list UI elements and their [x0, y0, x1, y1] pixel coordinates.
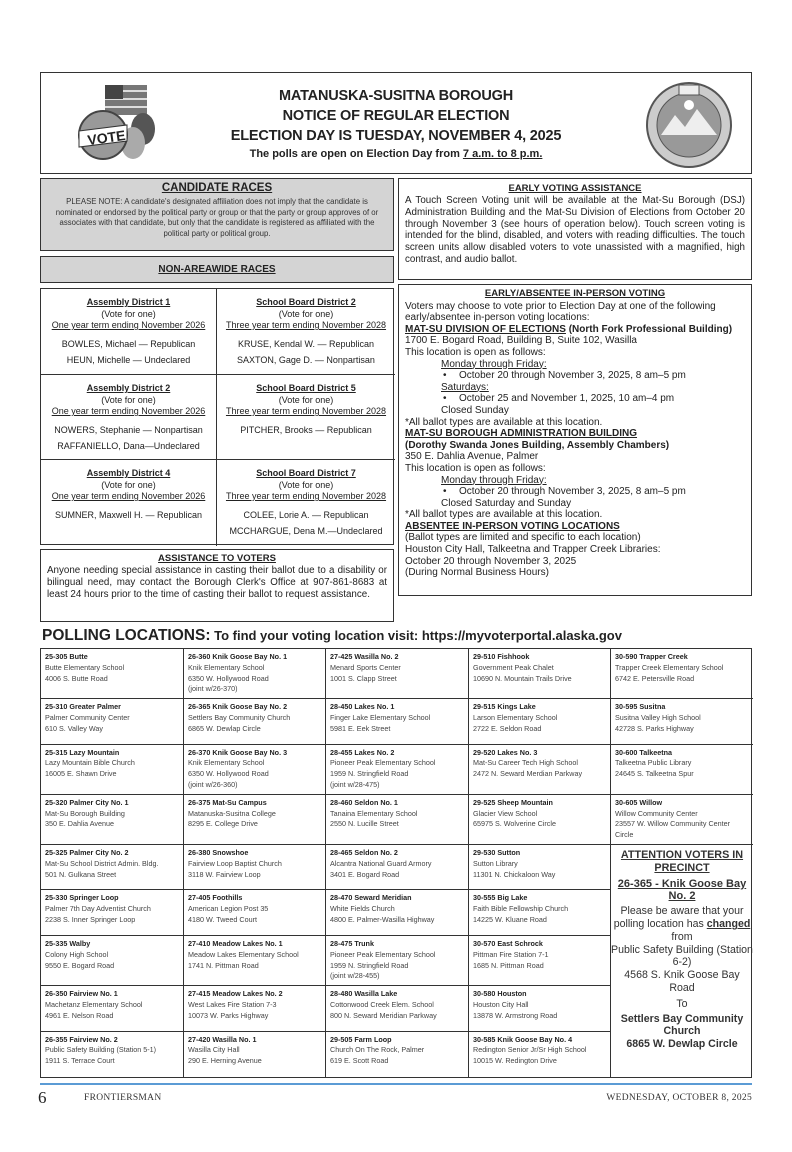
location-line: Larson Elementary School — [473, 712, 558, 722]
location-line: (joint w/26-360) — [188, 780, 238, 790]
precinct-name: 26-350 Fairview No. 1 — [45, 989, 118, 999]
loc1-saturday-hours: • October 25 and November 1, 2025, 10 am–4 pm — [405, 393, 745, 405]
attention-new-address: 6865 W. Dewlap Circle — [626, 1038, 738, 1051]
location-line: 1959 N. Stringfield Road — [330, 960, 409, 970]
location-line: Mat-Su Career Tech High School — [473, 758, 578, 768]
polling-location-cell — [184, 649, 326, 699]
race-name: School Board District 5 — [256, 383, 356, 393]
polling-location-cell — [41, 986, 184, 1031]
precinct-name: 26-355 Fairview No. 2 — [45, 1034, 118, 1044]
precinct-name: 28-465 Seldon No. 2 — [330, 848, 398, 857]
race-vote-for: (Vote for one) — [278, 479, 334, 490]
precinct-name: 25-305 Butte — [45, 652, 88, 661]
early-voting-assistance-title: EARLY VOTING ASSISTANCE — [508, 183, 642, 194]
loc2-all-ballots: *All ballot types are available at this location. — [405, 509, 603, 521]
location-line: American Legion Post 35 — [188, 904, 269, 914]
loc1-heading — [405, 324, 745, 336]
precinct-name: 28-455 Lakes No. 2 — [330, 747, 395, 757]
attention-precinct: 26-365 - Knik Goose Bay No. 2 — [617, 877, 747, 903]
location-line: Meadow Lakes Elementary School — [188, 949, 299, 959]
absentee-locations: Houston City Hall, Talkeetna and Trapper Creek Libraries: — [405, 544, 661, 556]
loc1-address: 1700 E. Bogard Road, Building B, Suite 102, Wasilla — [405, 335, 637, 347]
location-line: 290 E. Herning Avenue — [188, 1056, 262, 1066]
polling-location-cell — [184, 1032, 326, 1077]
location-line: Settlers Bay Community Church — [188, 712, 291, 722]
location-line: (joint w/28-455) — [330, 971, 380, 981]
early-voting-assistance-panel — [398, 178, 752, 280]
location-line: 8295 E. College Drive — [188, 819, 258, 829]
location-line: 4006 S. Butte Road — [45, 673, 108, 683]
location-line: Tanaina Elementary School — [330, 808, 418, 818]
precinct-name: 27-420 Wasilla No. 1 — [188, 1034, 257, 1044]
early-absentee-title: EARLY/ABSENTEE IN-PERSON VOTING — [484, 288, 666, 299]
location-line: 501 N. Gulkana Street — [45, 869, 117, 879]
polling-location-cell — [469, 795, 611, 845]
location-line: Susitna Valley High School — [615, 712, 701, 722]
location-line: 1685 N. Pittman Road — [473, 960, 544, 970]
race-name: Assembly District 2 — [86, 383, 171, 393]
race-vote-for: (Vote for one) — [101, 394, 156, 405]
location-line: (joint w/28-475) — [330, 780, 380, 790]
location-line: Faith Bible Fellowship Church — [473, 904, 569, 914]
attention-old-address: 4568 S. Knik Goose Bay Road — [624, 969, 740, 994]
location-line: 1959 N. Stringfield Road — [330, 769, 409, 779]
location-line: Finger Lake Elementary School — [330, 712, 431, 722]
precinct-name: 30-580 Houston — [473, 989, 527, 999]
candidate-races-title: CANDIDATE RACES — [161, 182, 273, 194]
polling-location-cell — [41, 890, 184, 935]
loc2-weekdays-label: Monday through Friday: — [441, 474, 547, 486]
race-term: Three year term ending November 2028 — [225, 491, 387, 501]
location-line: Mat-Su Borough Building — [45, 808, 125, 818]
precinct-name: 28-470 Seward Meridian — [330, 893, 412, 903]
location-line: Machetanz Elementary School — [45, 999, 143, 1009]
precinct-name: 30-595 Susitna — [615, 702, 666, 712]
location-line: Knik Elementary School — [188, 758, 265, 768]
attention-voters-notice — [611, 845, 753, 1077]
location-line: Menard Sports Center — [330, 662, 401, 672]
location-line: West Lakes Fire Station 7-3 — [188, 999, 277, 1009]
loc1-open: This location is open as follows: — [405, 346, 546, 358]
loc1-all-ballots: *All ballot types are available at this location. — [405, 416, 603, 428]
race-cell — [41, 375, 217, 460]
location-line: 350 E. Dahlia Avenue — [45, 819, 114, 829]
attention-old-location: Public Safety Building (Station 6-2) — [611, 943, 753, 969]
location-line: 10073 W. Parks Highway — [188, 1010, 269, 1020]
precinct-name: 25-335 Walby — [45, 938, 91, 948]
location-line: 24645 S. Talkeetna Spur — [615, 769, 694, 779]
polling-location-cell — [184, 699, 326, 744]
candidate-name: COLEE, Lorie A. — Republican — [243, 509, 369, 520]
precinct-name: 30-555 Big Lake — [473, 893, 528, 903]
race-term: One year term ending November 2026 — [51, 491, 206, 501]
location-line: Butte Elementary School — [45, 662, 125, 672]
polling-location-cell — [41, 699, 184, 744]
race-vote-for: (Vote for one) — [278, 308, 334, 319]
race-cell — [217, 460, 395, 546]
race-cell — [217, 289, 395, 375]
location-line: Willow Community Center — [615, 808, 698, 818]
precinct-name: 27-415 Meadow Lakes No. 2 — [188, 989, 283, 999]
non-areawide-title: NON-AREAWIDE RACES — [158, 264, 276, 275]
precinct-name: 26-380 Snowshoe — [188, 848, 249, 857]
race-name: School Board District 2 — [256, 297, 356, 307]
race-name: School Board District 7 — [256, 468, 356, 478]
polling-location-cell — [326, 890, 469, 935]
location-line: Lazy Mountain Bible Church — [45, 758, 135, 768]
polling-location-cell — [469, 745, 611, 795]
polls-prefix: The polls are open on Election Day from — [249, 148, 463, 160]
polling-subtitle: To find your voting location visit: https://myvoterportal.alaska.gov — [210, 628, 622, 643]
svg-text:VOTE: VOTE — [86, 126, 127, 149]
precinct-name: 25-325 Palmer City No. 2 — [45, 848, 129, 857]
polling-location-cell — [469, 890, 611, 935]
location-line: 11301 N. Chickaloon Way — [473, 869, 556, 879]
location-line: 6865 W. Dewlap Circle — [188, 723, 261, 733]
location-line: Pioneer Peak Elementary School — [330, 758, 436, 768]
borough-seal-icon — [645, 81, 733, 169]
candidate-races-panel — [40, 178, 394, 251]
precinct-name: 27-425 Wasilla No. 2 — [330, 652, 399, 661]
location-line: Palmer Community Center — [45, 712, 130, 722]
location-line: Fairview Loop Baptist Church — [188, 858, 282, 868]
polling-location-cell — [326, 649, 469, 699]
location-line: 4180 W. Tweed Court — [188, 915, 257, 925]
location-line: Sutton Library — [473, 858, 518, 868]
early-absentee-panel — [398, 284, 752, 596]
page-number: 6 — [38, 1088, 47, 1107]
location-line: 10690 N. Mountain Trails Drive — [473, 673, 572, 683]
polling-location-cell — [326, 699, 469, 744]
location-line: 23557 W. Willow Community Center Circle — [615, 819, 731, 840]
precinct-name: 26-360 Knik Goose Bay No. 1 — [188, 652, 288, 661]
location-line: 2472 N. Seward Merdian Parkway — [473, 769, 583, 779]
location-line: Church On The Rock, Palmer — [330, 1045, 425, 1055]
location-line: 4961 E. Nelson Road — [45, 1010, 114, 1020]
candidate-name: RAFFANIELLO, Dana—Undeclared — [57, 440, 200, 451]
polling-location-cell — [469, 936, 611, 986]
location-line: Knik Elementary School — [188, 662, 265, 672]
polling-location-cell — [326, 986, 469, 1031]
precinct-name: 25-320 Palmer City No. 1 — [45, 797, 129, 807]
early-voting-assistance-body: A Touch Screen Voting unit will be available at the Mat-Su Borough (DSJ) Administration Building and the Mat-Su Division of Elections from October 20 through November 3 (see hours of operation below). Touch screen voting is intended for the blind, disabled, and voters with reading difficulties. The touch screen units allow disabled voters to vote unassisted with a magnified, high contrast, and audio ballot. — [405, 195, 745, 265]
non-areawide-panel — [40, 256, 394, 283]
race-cell — [41, 289, 217, 375]
polling-location-cell — [41, 845, 184, 890]
absentee-hours: (During Normal Business Hours) — [405, 567, 549, 579]
precinct-name: 28-480 Wasilla Lake — [330, 989, 398, 999]
candidate-races-note: PLEASE NOTE: A candidate's designated affiliation does not imply that the candidate is nominated or endorsed by the political party or group or that the party or group approves of or associates with that candidate, but only that the candidate is registered as affiliated with the political party or political group. — [55, 197, 379, 238]
polling-locations-heading — [42, 627, 622, 645]
assistance-body: Anyone needing special assistance in casting their ballot due to a disability or bilingual need, may contact the Borough Clerk's Office at 907-861-8683 at least 24 hours prior to the time of casting their ballot to request assistance. — [47, 565, 387, 600]
precinct-name: 29-525 Sheep Mountain — [473, 797, 553, 807]
location-line: Government Peak Chalet — [473, 662, 554, 672]
location-line: 6350 W. Hollywood Road — [188, 769, 269, 779]
vote-logo-icon — [65, 79, 161, 169]
precinct-name: 26-370 Knik Goose Bay No. 3 — [188, 747, 288, 757]
polling-location-cell — [469, 699, 611, 744]
assistance-title: ASSISTANCE TO VOTERS — [158, 553, 276, 564]
precinct-name: 29-530 Sutton — [473, 848, 521, 857]
attention-changed: changed — [706, 917, 751, 930]
polling-location-cell — [184, 936, 326, 986]
loc2-weekday-hours: • October 20 through November 3, 2025, 8 am–5 pm — [405, 486, 745, 498]
location-line: 3401 E. Bogard Road — [330, 869, 400, 879]
loc1-building: (North Fork Professional Building) — [565, 323, 733, 335]
location-line: Matanuska-Susitna College — [188, 808, 276, 818]
race-vote-for: (Vote for one) — [278, 394, 334, 405]
location-line: 16005 E. Shawn Drive — [45, 769, 117, 779]
absentee-note: (Ballot types are limited and specific to each location) — [405, 532, 641, 544]
precinct-name: 25-310 Greater Palmer — [45, 702, 121, 712]
polling-location-cell — [469, 986, 611, 1031]
polling-location-cell — [41, 649, 184, 699]
polling-locations-table — [40, 648, 752, 1078]
location-line: Pittman Fire Station 7-1 — [473, 949, 549, 959]
race-cell — [217, 375, 395, 460]
polling-location-cell — [41, 795, 184, 845]
location-line: 10015 W. Redington Drive — [473, 1056, 557, 1066]
precinct-name: 28-460 Seldon No. 1 — [330, 797, 398, 807]
precinct-name: 28-475 Trunk — [330, 938, 374, 948]
loc2-building: (Dorothy Swanda Jones Building, Assembly Chambers) — [405, 439, 670, 451]
location-line: 65975 S. Wolverine Circle — [473, 819, 556, 829]
polling-location-cell — [41, 1032, 184, 1077]
candidate-name: HEUN, Michelle — Undeclared — [66, 354, 191, 365]
loc1-weekdays-label: Monday through Friday: — [441, 358, 547, 370]
polling-location-cell — [326, 845, 469, 890]
precinct-name: 28-450 Lakes No. 1 — [330, 702, 395, 712]
loc2-open: This location is open as follows: — [405, 462, 546, 474]
footer-rule — [40, 1083, 752, 1085]
location-line: Trapper Creek Elementary School — [615, 662, 724, 672]
polling-location-cell — [611, 649, 753, 699]
precinct-name: 30-600 Talkeetna — [615, 747, 673, 757]
location-line: 1001 S. Clapp Street — [330, 673, 397, 683]
precinct-name: 30-590 Trapper Creek — [615, 652, 688, 661]
location-line: Palmer 7th Day Adventist Church — [45, 904, 151, 914]
polling-location-cell — [184, 745, 326, 795]
polling-location-cell — [469, 649, 611, 699]
location-line: Cottonwood Creek Elem. School — [330, 999, 434, 1009]
precinct-name: 26-365 Knik Goose Bay No. 2 — [188, 702, 288, 712]
polling-location-cell — [326, 795, 469, 845]
loc1-closed: Closed Sunday — [441, 404, 509, 416]
race-vote-for: (Vote for one) — [101, 479, 156, 490]
location-line: Houston City Hall — [473, 999, 529, 1009]
candidate-name: PITCHER, Brooks — Republican — [240, 424, 372, 435]
candidate-name: KRUSE, Kendal W. — Republican — [237, 338, 375, 349]
location-line: 800 N. Seward Meridian Parkway — [330, 1010, 437, 1020]
precinct-name: 26-375 Mat-Su Campus — [188, 797, 267, 807]
polls-hours: 7 a.m. to 8 p.m. — [462, 148, 543, 160]
location-line: 1741 N. Pittman Road — [188, 960, 259, 970]
title-borough: MATANUSKA-SUSITNA BOROUGH — [279, 88, 513, 104]
location-line: 42728 S. Parks Highway — [615, 723, 694, 733]
race-term: Three year term ending November 2028 — [225, 320, 387, 330]
race-vote-for: (Vote for one) — [101, 308, 156, 319]
precinct-name: 27-410 Meadow Lakes No. 1 — [188, 938, 283, 948]
location-line: 6350 W. Hollywood Road — [188, 673, 269, 683]
location-line: Colony High School — [45, 949, 109, 959]
location-line: Wasilla City Hall — [188, 1045, 240, 1055]
attention-title: ATTENTION VOTERS IN PRECINCT — [620, 849, 744, 874]
race-term: One year term ending November 2026 — [51, 406, 206, 416]
precinct-name: 30-570 East Schrock — [473, 938, 543, 948]
polling-location-cell — [326, 745, 469, 795]
title-notice: NOTICE OF REGULAR ELECTION — [282, 108, 510, 124]
newspaper-name: FRONTIERSMAN — [84, 1093, 162, 1103]
attention-line1: Please be aware that your polling location has — [613, 905, 744, 930]
title-election-day: ELECTION DAY IS TUESDAY, NOVEMBER 4, 2025 — [230, 128, 562, 144]
polling-location-cell — [611, 745, 753, 795]
candidate-name: SUMNER, Maxwell H. — Republican — [54, 509, 203, 520]
race-term: Three year term ending November 2028 — [225, 406, 387, 416]
absentee-title: ABSENTEE IN-PERSON VOTING LOCATIONS — [405, 520, 620, 532]
race-name: Assembly District 1 — [86, 297, 171, 307]
absentee-dates: October 20 through November 3, 2025 — [405, 555, 577, 567]
location-line: Public Safety Building (Station 5-1) — [45, 1045, 157, 1055]
location-line: 4800 E. Palmer-Wasilla Highway — [330, 915, 435, 925]
location-line: 610 S. Valley Way — [45, 723, 103, 733]
precinct-name: 30-605 Willow — [615, 797, 663, 807]
location-line: 2238 S. Inner Springer Loop — [45, 915, 136, 925]
polling-location-cell — [469, 1032, 611, 1077]
polling-title: POLLING LOCATIONS: — [42, 627, 211, 644]
loc2-name: MAT-SU BOROUGH ADMINISTRATION BUILDING — [405, 428, 638, 440]
location-line: 619 E. Scott Road — [330, 1056, 389, 1066]
candidate-name: SAXTON, Gage D. — Nonpartisan — [237, 354, 375, 365]
race-cell — [41, 460, 217, 546]
race-name: Assembly District 4 — [86, 468, 171, 478]
loc2-address: 350 E. Dahlia Avenue, Palmer — [405, 451, 539, 463]
precinct-name: 25-315 Lazy Mountain — [45, 747, 120, 757]
issue-date: WEDNESDAY, OCTOBER 8, 2025 — [606, 1093, 752, 1103]
location-line: 3118 W. Fairview Loop — [188, 869, 261, 879]
precinct-name: 29-510 Fishhook — [473, 652, 530, 661]
attention-new-location: Settlers Bay Community Church — [620, 1012, 744, 1038]
candidate-name: NOWERS, Stephanie — Nonpartisan — [54, 424, 203, 435]
race-term: One year term ending November 2026 — [51, 320, 206, 330]
early-absentee-intro: Voters may choose to vote prior to Election Day at one of the following early/absentee in-person voting locations: — [405, 300, 716, 324]
location-line: Talkeetna Public Library — [615, 758, 692, 768]
location-line: Pioneer Peak Elementary School — [330, 949, 436, 959]
loc1-saturdays-label: Saturdays: — [441, 381, 489, 393]
polling-location-cell — [41, 745, 184, 795]
polling-location-cell — [326, 936, 469, 986]
polling-location-cell — [611, 795, 753, 845]
assistance-panel — [40, 549, 394, 622]
location-line: 5981 E. Eek Street — [330, 723, 391, 733]
polling-location-cell — [184, 795, 326, 845]
polling-location-cell — [184, 845, 326, 890]
election-notice-header — [40, 72, 752, 174]
location-line: 14225 W. Kluane Road — [473, 915, 547, 925]
attention-message — [611, 905, 753, 931]
candidate-name: BOWLES, Michael — Republican — [61, 338, 196, 349]
location-line: 13878 W. Armstrong Road — [473, 1010, 558, 1020]
location-line: 6742 E. Petersville Road — [615, 673, 695, 683]
loc1-weekday-hours: • October 20 through November 3, 2025, 8 am–5 pm — [405, 370, 745, 382]
polling-location-cell — [326, 1032, 469, 1077]
location-line: 9550 E. Bogard Road — [45, 960, 115, 970]
location-line: White Fields Church — [330, 904, 395, 914]
attention-to: To — [676, 997, 688, 1010]
polling-location-cell — [611, 699, 753, 744]
polling-location-cell — [184, 986, 326, 1031]
precinct-name: 29-520 Lakes No. 3 — [473, 747, 538, 757]
location-line: Glacier View School — [473, 808, 538, 818]
polling-location-cell — [469, 845, 611, 890]
loc1-name: MAT-SU DIVISION OF ELECTIONS — [405, 323, 566, 335]
location-line: Alcantra National Guard Armory — [330, 858, 432, 868]
precinct-name: 29-515 Kings Lake — [473, 702, 536, 712]
precinct-name: 27-405 Foothills — [188, 893, 243, 903]
precinct-name: 30-585 Knik Goose Bay No. 4 — [473, 1034, 573, 1044]
loc2-closed: Closed Saturday and Sunday — [441, 497, 572, 509]
location-line: 1911 S. Terrace Court — [45, 1056, 115, 1066]
location-line: Mat-Su School District Admin. Bldg. — [45, 858, 159, 868]
location-line: 2550 N. Lucille Street — [330, 819, 399, 829]
location-line: Redington Senior Jr/Sr High School — [473, 1045, 587, 1055]
candidate-name: MCCHARGUE, Dena M.—Undeclared — [229, 525, 383, 536]
polling-location-cell — [184, 890, 326, 935]
races-grid — [40, 288, 394, 545]
attention-from: from — [671, 930, 693, 943]
polling-location-cell — [41, 936, 184, 986]
precinct-name: 29-505 Farm Loop — [330, 1034, 392, 1044]
location-line: 2722 E. Seldon Road — [473, 723, 542, 733]
location-line: (joint w/26-370) — [188, 684, 238, 694]
precinct-name: 25-330 Springer Loop — [45, 893, 119, 903]
